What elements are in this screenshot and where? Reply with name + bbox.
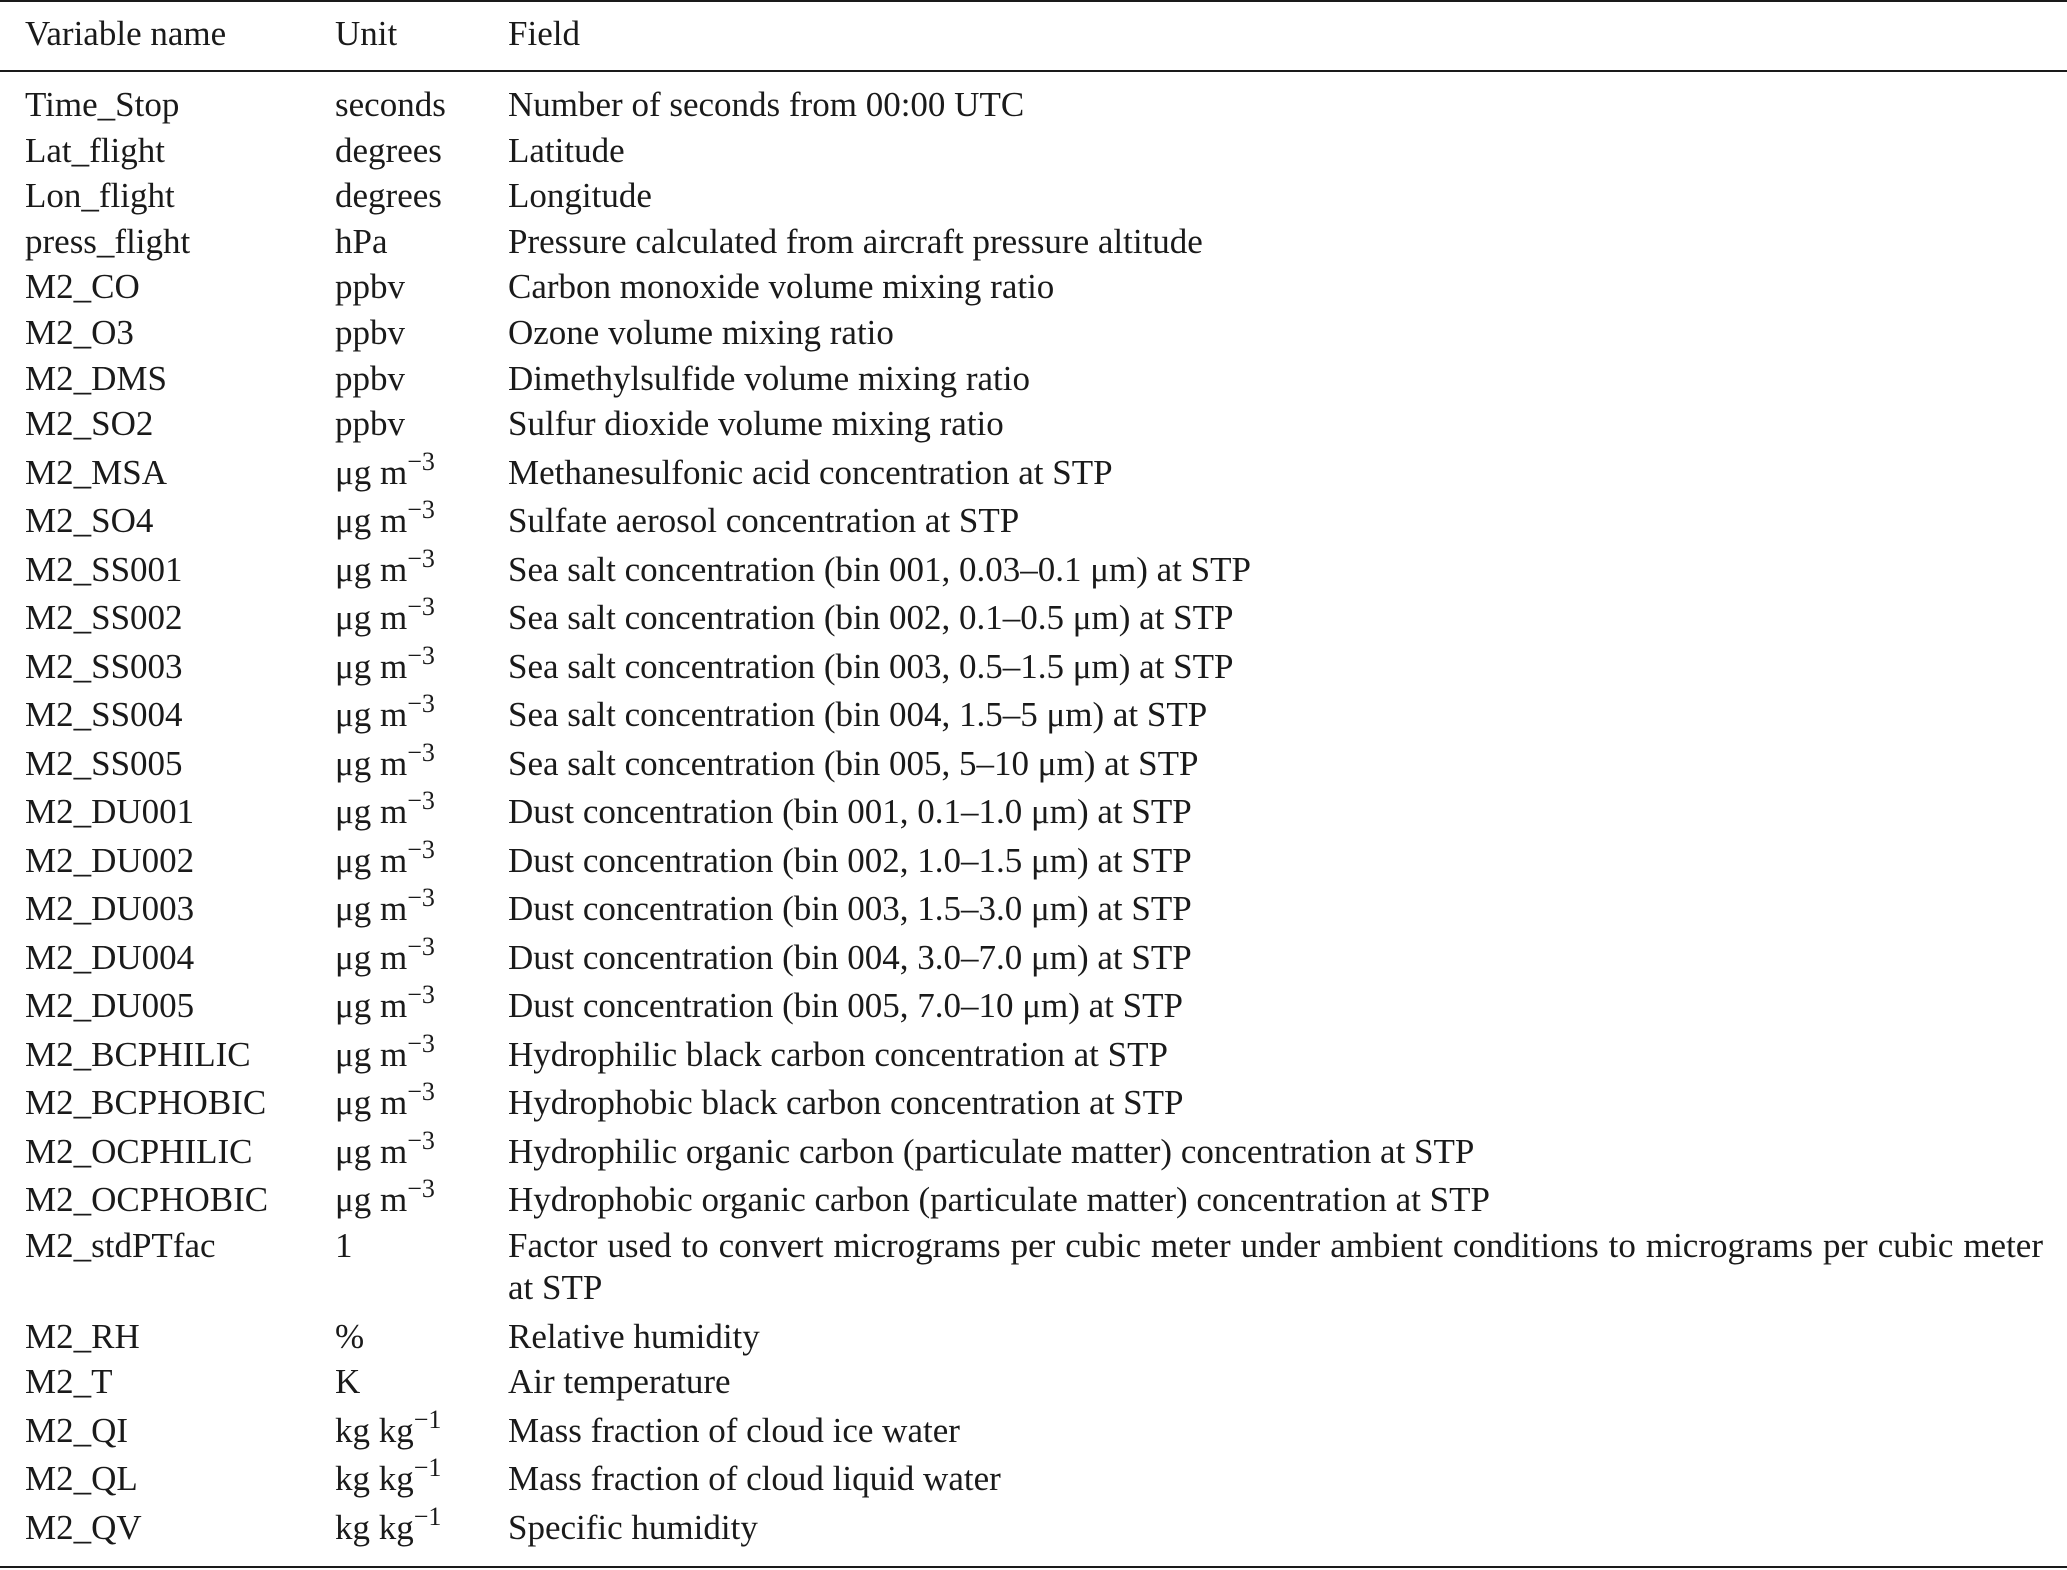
unit-base: K	[335, 1362, 361, 1402]
unit-cell	[335, 834, 435, 882]
unit-base: ppbv	[335, 358, 405, 398]
unit-base: μg m	[335, 695, 408, 735]
unit-cell	[335, 1077, 435, 1124]
header-variable-name: Variable name	[25, 14, 227, 53]
unit-base: μg m	[335, 937, 408, 977]
unit-exponent: −3	[407, 1077, 435, 1107]
unit-cell	[335, 221, 388, 263]
variable-name-cell: M2_QI	[25, 1410, 129, 1450]
field-description-cell: Sea salt concentration (bin 001, 0.03–0.1 μm) at STP	[508, 549, 1251, 589]
unit-cell	[335, 1501, 442, 1549]
unit-base: degrees	[335, 130, 442, 170]
unit-exponent: −3	[407, 1028, 435, 1058]
field-description-cell: Mass fraction of cloud liquid water	[508, 1459, 1001, 1499]
unit-base: %	[335, 1316, 365, 1356]
header-unit: Unit	[335, 14, 398, 53]
unit-exponent: −3	[407, 689, 435, 719]
table-row	[0, 1501, 2067, 1553]
table-row	[0, 266, 2067, 312]
field-description-cell: Dust concentration (bin 003, 1.5–3.0 μm) at STP	[508, 889, 1192, 929]
table-row	[0, 788, 2067, 837]
unit-cell	[335, 1361, 360, 1403]
unit-base: μg m	[335, 549, 408, 589]
variable-name-cell: M2_OCPHILIC	[25, 1131, 253, 1171]
unit-base: μg m	[335, 1034, 408, 1074]
unit-base: μg m	[335, 452, 408, 492]
field-description-cell: Sulfur dioxide volume mixing ratio	[508, 404, 1004, 444]
unit-cell	[335, 1316, 364, 1358]
unit-base: μg m	[335, 598, 408, 638]
unit-exponent: −3	[407, 640, 435, 670]
unit-exponent: −3	[407, 543, 435, 573]
variable-name-cell: press_flight	[25, 221, 191, 261]
unit-exponent: −3	[407, 1174, 435, 1204]
unit-exponent: −3	[407, 883, 435, 913]
table-header-rule	[0, 70, 2067, 72]
unit-exponent: −3	[407, 592, 435, 622]
unit-exponent: −3	[407, 931, 435, 961]
field-description-cell: Dimethylsulfide volume mixing ratio	[508, 358, 1031, 398]
unit-cell	[335, 1028, 435, 1076]
table-row	[0, 1316, 2067, 1362]
variable-name-cell: M2_QV	[25, 1507, 142, 1547]
table-row	[0, 1455, 2067, 1504]
table-row	[0, 691, 2067, 740]
unit-cell	[335, 1404, 442, 1452]
field-description-cell: Dust concentration (bin 001, 0.1–1.0 μm) at STP	[508, 792, 1192, 832]
table-row	[0, 358, 2067, 404]
field-description-cell: Longitude	[508, 176, 652, 216]
table-row	[0, 737, 2067, 789]
variable-name-cell: M2_DU003	[25, 889, 195, 929]
unit-cell	[335, 592, 435, 639]
variable-name-cell: M2_DU004	[25, 937, 195, 977]
table-row	[0, 403, 2067, 449]
unit-base: μg m	[335, 986, 408, 1026]
field-description-cell: Sea salt concentration (bin 002, 0.1–0.5 μm) at STP	[508, 598, 1234, 638]
field-description-cell: Relative humidity	[508, 1316, 760, 1356]
unit-exponent: −3	[407, 446, 435, 476]
table-row	[0, 885, 2067, 934]
field-description-cell: Sea salt concentration (bin 003, 0.5–1.5 μm) at STP	[508, 646, 1234, 686]
field-description-cell: Mass fraction of cloud ice water	[508, 1410, 960, 1450]
unit-exponent: −3	[407, 786, 435, 816]
unit-cell	[335, 446, 435, 494]
field-description-cell: Number of seconds from 00:00 UTC	[508, 85, 1025, 124]
unit-cell	[335, 1125, 435, 1173]
unit-cell	[335, 358, 405, 400]
field-description-cell: Sea salt concentration (bin 005, 5–10 μm) at STP	[508, 743, 1199, 783]
table-row	[0, 931, 2067, 983]
variable-name-cell: M2_O3	[25, 312, 134, 352]
variable-name-cell: M2_QL	[25, 1459, 138, 1499]
unit-cell	[335, 1174, 435, 1221]
unit-cell	[335, 543, 435, 591]
unit-base: μg m	[335, 1180, 408, 1220]
unit-cell	[335, 1453, 442, 1500]
variable-name-cell: M2_DMS	[25, 358, 167, 398]
field-description-cell: Hydrophobic black carbon concentration at STP	[508, 1083, 1184, 1123]
variable-name-cell: M2_SS004	[25, 695, 183, 735]
table-row	[0, 130, 2067, 176]
variable-name-cell: M2_DU005	[25, 986, 195, 1026]
variable-name-cell: M2_SS003	[25, 646, 183, 686]
table-row	[0, 1125, 2067, 1177]
field-description-cell: Methanesulfonic acid concentration at STP	[508, 452, 1113, 492]
field-description-cell: Hydrophobic organic carbon (particulate matter) concentration at STP	[508, 1180, 1490, 1220]
unit-exponent: −3	[407, 980, 435, 1010]
unit-base: hPa	[335, 221, 388, 261]
variable-name-cell: M2_BCPHILIC	[25, 1034, 251, 1074]
variable-name-cell: M2_SS002	[25, 598, 183, 638]
unit-exponent: −3	[407, 834, 435, 864]
variable-name-cell: M2_DU001	[25, 792, 195, 832]
unit-cell	[335, 312, 405, 354]
table-row	[0, 1361, 2067, 1407]
variable-name-cell: M2_stdPTfac	[25, 1225, 216, 1265]
variable-name-cell: M2_SO2	[25, 404, 154, 444]
table-row	[0, 84, 2067, 130]
variable-name-cell: M2_DU002	[25, 840, 195, 880]
variable-name-cell: M2_RH	[25, 1316, 140, 1356]
variable-name-cell: M2_SS001	[25, 549, 183, 589]
variable-name-cell: M2_OCPHOBIC	[25, 1180, 269, 1220]
variable-name-cell: M2_BCPHOBIC	[25, 1083, 267, 1123]
unit-base: μg m	[335, 743, 408, 783]
table-row	[0, 446, 2067, 498]
header-field: Field	[508, 14, 580, 53]
unit-base: seconds	[335, 85, 446, 124]
unit-base: μg m	[335, 889, 408, 929]
table-row	[0, 594, 2067, 643]
unit-exponent: −1	[413, 1501, 442, 1531]
table-row	[0, 221, 2067, 267]
unit-cell	[335, 1225, 353, 1267]
unit-base: degrees	[335, 176, 442, 216]
table-bottom-rule	[0, 1566, 2067, 1568]
table-row	[0, 1404, 2067, 1456]
table-body	[0, 84, 2067, 1552]
unit-exponent: −1	[413, 1453, 442, 1483]
variable-name-cell: M2_SO4	[25, 501, 154, 541]
table-row	[0, 175, 2067, 221]
unit-base: μg m	[335, 792, 408, 832]
unit-base: kg kg	[335, 1459, 414, 1499]
field-description-cell: Air temperature	[508, 1362, 731, 1402]
unit-cell	[335, 689, 435, 736]
variable-name-cell: Lat_flight	[25, 130, 165, 170]
field-description-cell: Ozone volume mixing ratio	[508, 312, 894, 352]
unit-cell	[335, 883, 435, 930]
unit-cell	[335, 931, 435, 979]
table-row	[0, 497, 2067, 546]
field-description-cell: Dust concentration (bin 002, 1.0–1.5 μm) at STP	[508, 840, 1192, 880]
unit-base: μg m	[335, 1083, 408, 1123]
table-row	[0, 1079, 2067, 1128]
field-description-cell: Specific humidity	[508, 1507, 758, 1547]
unit-cell	[335, 84, 446, 126]
table-row	[0, 543, 2067, 595]
table-row	[0, 982, 2067, 1031]
unit-base: ppbv	[335, 404, 405, 444]
unit-base: μg m	[335, 501, 408, 541]
table-header	[0, 0, 2067, 70]
table-row	[0, 834, 2067, 886]
unit-base: kg kg	[335, 1410, 414, 1450]
unit-base: μg m	[335, 646, 408, 686]
unit-cell	[335, 266, 405, 308]
unit-exponent: −1	[413, 1404, 442, 1434]
field-description-cell: Sulfate aerosol concentration at STP	[508, 501, 1020, 541]
field-description-cell: Dust concentration (bin 004, 3.0–7.0 μm) at STP	[508, 937, 1192, 977]
unit-cell	[335, 495, 435, 542]
field-description-cell: Latitude	[508, 130, 625, 170]
table-row	[0, 640, 2067, 692]
unit-cell	[335, 403, 405, 445]
variable-name-cell: M2_T	[25, 1362, 113, 1402]
table-row	[0, 1028, 2067, 1080]
unit-base: kg kg	[335, 1507, 414, 1547]
variable-name-cell: M2_SS005	[25, 743, 183, 783]
unit-exponent: −3	[407, 737, 435, 767]
variable-name-cell: Time_Stop	[25, 85, 180, 124]
unit-cell	[335, 640, 435, 688]
unit-cell	[335, 175, 442, 217]
table-row	[0, 1176, 2067, 1225]
field-description-cell: Factor used to convert micrograms per cubic meter under ambient conditions to micrograms per cubic meter at STP	[508, 1225, 2043, 1307]
unit-base: ppbv	[335, 267, 405, 307]
unit-cell	[335, 786, 435, 833]
variable-name-cell: M2_CO	[25, 267, 140, 307]
field-description-cell: Hydrophilic organic carbon (particulate matter) concentration at STP	[508, 1131, 1475, 1171]
unit-cell	[335, 737, 435, 785]
variable-name-cell: Lon_flight	[25, 176, 175, 216]
variable-name-cell: M2_MSA	[25, 452, 167, 492]
unit-cell	[335, 980, 435, 1027]
unit-cell	[335, 130, 442, 172]
field-description-cell: Pressure calculated from aircraft pressure altitude	[508, 221, 1203, 261]
table-row	[0, 312, 2067, 358]
unit-exponent: −3	[407, 495, 435, 525]
field-description-cell: Carbon monoxide volume mixing ratio	[508, 267, 1055, 307]
field-description-cell: Sea salt concentration (bin 004, 1.5–5 μm) at STP	[508, 695, 1208, 735]
field-description-cell: Dust concentration (bin 005, 7.0–10 μm) at STP	[508, 986, 1183, 1026]
unit-base: μg m	[335, 1131, 408, 1171]
unit-base: μg m	[335, 840, 408, 880]
unit-base: ppbv	[335, 312, 405, 352]
table-row	[0, 1225, 2067, 1316]
unit-base: 1	[335, 1225, 353, 1265]
unit-exponent: −3	[407, 1125, 435, 1155]
field-description-cell: Hydrophilic black carbon concentration at STP	[508, 1034, 1168, 1074]
